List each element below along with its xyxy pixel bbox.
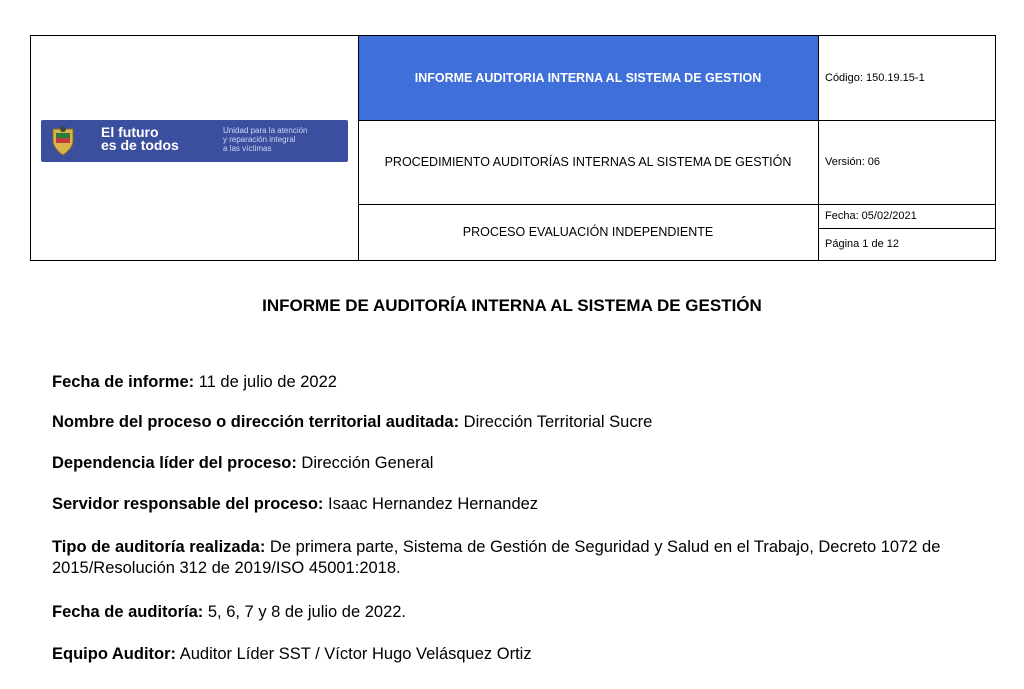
field-value: Dirección General	[296, 454, 434, 472]
divider	[358, 204, 995, 205]
field-responsible-server	[52, 494, 972, 515]
institution-logo	[41, 120, 348, 162]
field-audited-process	[52, 412, 972, 433]
document-title: INFORME DE AUDITORÍA INTERNA AL SISTEMA DE GESTIÓN	[262, 296, 762, 315]
divider	[358, 36, 359, 260]
divider	[358, 120, 995, 121]
field-value: 5, 6, 7 y 8 de julio de 2022.	[203, 603, 407, 621]
logo-cell	[31, 36, 358, 260]
field-label: Nombre del proceso o dirección territorial auditada:	[52, 413, 460, 431]
field-report-date	[52, 372, 972, 393]
header-version: Versión: 06	[825, 156, 881, 168]
field-value: De primera parte, Sistema de Gestión de Seguridad y Salud en el Trabajo, Decreto 1072 de 2015/Resolución 312 de 2019/ISO 45001:2018.	[52, 538, 941, 577]
field-value: Isaac Hernandez Hernandez	[323, 495, 539, 513]
field-audit-team	[52, 644, 972, 665]
header-procedure: PROCEDIMIENTO AUDITORÍAS INTERNAS AL SISTEMA DE GESTIÓN	[384, 155, 792, 169]
logo-entity-name: Unidad para la atención y reparación integral a las víctimas	[223, 126, 308, 153]
coat-of-arms-icon	[49, 125, 77, 157]
header-code: Código: 150.19.15-1	[825, 72, 925, 84]
divider	[818, 36, 819, 260]
field-label: Dependencia líder del proceso:	[52, 454, 297, 472]
field-label: Servidor responsable del proceso:	[52, 495, 324, 513]
field-value: 11 de julio de 2022	[194, 373, 337, 391]
field-value: Dirección Territorial Sucre	[459, 413, 653, 431]
field-label: Fecha de informe:	[52, 373, 195, 391]
header-title: INFORME AUDITORIA INTERNA AL SISTEMA DE GESTION	[358, 36, 818, 120]
field-audit-type	[52, 537, 972, 579]
header-page: Página 1 de 12	[825, 238, 900, 250]
header-process: PROCESO EVALUACIÓN INDEPENDIENTE	[462, 225, 714, 239]
field-label: Tipo de auditoría realizada:	[52, 538, 266, 556]
field-label: Fecha de auditoría:	[52, 603, 204, 621]
document-header-table	[30, 35, 996, 261]
logo-slogan: El futuro es de todos	[101, 124, 179, 153]
divider	[818, 228, 995, 229]
field-value: Auditor Líder SST / Víctor Hugo Velásquez Ortiz	[176, 645, 532, 663]
header-date: Fecha: 05/02/2021	[825, 210, 917, 222]
field-lead-dependency	[52, 453, 972, 474]
field-label: Equipo Auditor:	[52, 645, 177, 663]
field-audit-date	[52, 602, 972, 623]
